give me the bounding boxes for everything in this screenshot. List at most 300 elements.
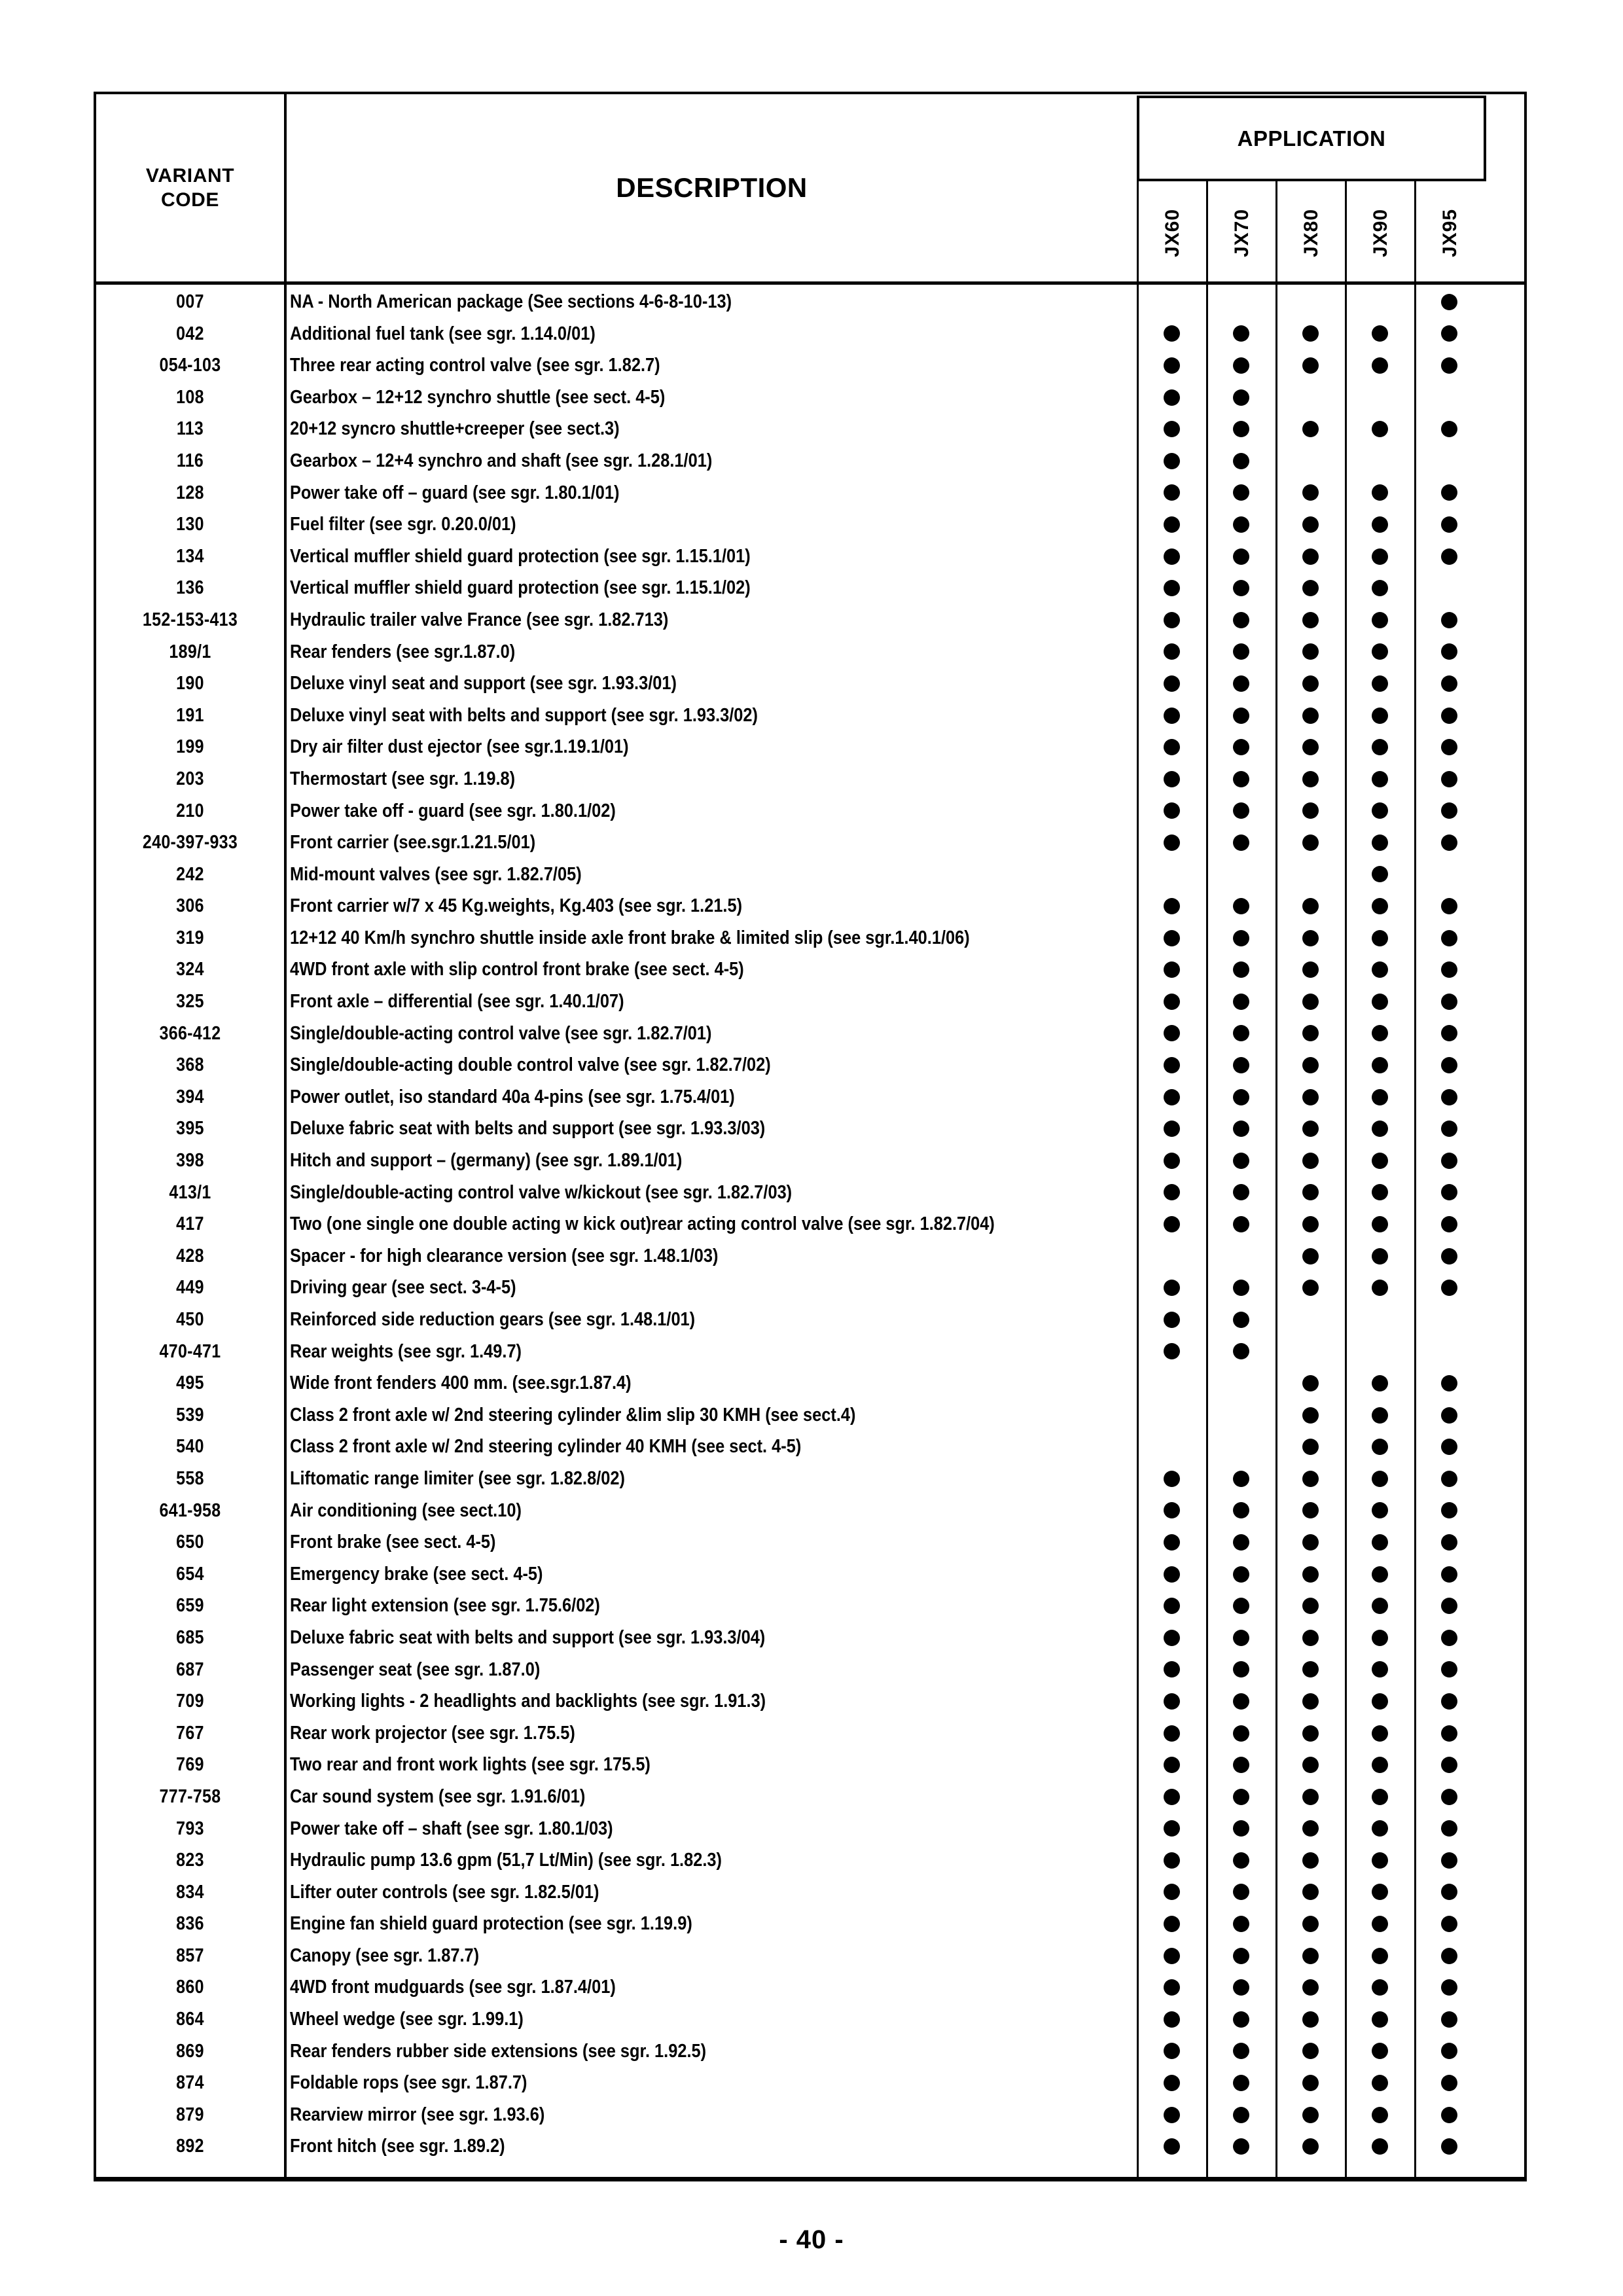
applies-dot-icon [1441,2043,1457,2059]
application-cell-jx70 [1206,1177,1275,1209]
empty-cell [1441,580,1457,596]
applies-dot-icon [1233,453,1249,469]
applies-dot-icon [1441,1471,1457,1487]
application-cell-jx90 [1345,1876,1414,1909]
applies-dot-icon [1302,516,1319,533]
variant-code-cell: 449 [176,1277,204,1299]
variant-code-cell: 793 [176,1818,204,1839]
variant-code-cell: 685 [176,1626,204,1648]
applies-dot-icon [1164,548,1180,565]
empty-cell [1302,453,1319,469]
applies-dot-icon [1164,1089,1180,1105]
application-cell-jx95 [1414,1145,1484,1177]
variant-code-cell: 834 [176,1881,204,1903]
application-cell-jx80 [1275,1876,1345,1909]
application-cell-jx80 [1275,1145,1345,1177]
application-cell-jx70 [1206,1431,1275,1463]
variant-code-cell: 319 [176,927,204,948]
applies-dot-icon [1164,2107,1180,2123]
applies-dot-icon [1441,1375,1457,1391]
description-cell: Dry air filter dust ejector (see sgr.1.19.1/01) [290,736,629,758]
application-cell-jx70 [1206,986,1275,1018]
application-cell-jx80 [1275,668,1345,700]
application-cell-jx90 [1345,1463,1414,1495]
description-cell: Rear work projector (see sgr. 1.75.5) [290,1722,575,1744]
description-cell: Spacer - for high clearance version (see sgr. 1.48.1/03) [290,1245,719,1266]
application-cell-jx60 [1137,1781,1206,1813]
application-cell-jx90 [1345,1145,1414,1177]
empty-cell [1233,1439,1249,1455]
applies-dot-icon [1441,1757,1457,1773]
application-cell-jx95 [1414,1654,1484,1686]
table-row [94,1526,1527,1558]
application-cell-jx60 [1137,1590,1206,1622]
variant-code-cell: 203 [176,768,204,789]
description-cell: Front carrier (see.sgr.1.21.5/01) [290,832,536,853]
description-cell: Class 2 front axle w/ 2nd steering cylinder 40 KMH (see sect. 4-5) [290,1436,802,1458]
applies-dot-icon [1441,516,1457,533]
applies-dot-icon [1164,1661,1180,1677]
model-header-jx80: JX80 [1300,208,1322,257]
table-row [94,1940,1527,1972]
description-cell: Power outlet, iso standard 40a 4-pins (see sgr. 1.75.4/01) [290,1086,735,1107]
application-cell-jx70 [1206,1685,1275,1717]
application-cell-jx70 [1206,1495,1275,1527]
applies-dot-icon [1233,357,1249,374]
application-cell-jx70 [1206,731,1275,763]
application-cell-jx60 [1137,763,1206,795]
application-cell-jx80 [1275,922,1345,954]
empty-cell [1302,294,1319,310]
applies-dot-icon [1233,1184,1249,1200]
applies-dot-icon [1233,1216,1249,1232]
application-cell-jx90 [1345,763,1414,795]
table-row [94,1272,1527,1304]
table-row [94,1304,1527,1336]
applies-dot-icon [1233,1089,1249,1105]
applies-dot-icon [1233,1566,1249,1583]
applies-dot-icon [1233,1343,1249,1359]
applies-dot-icon [1372,1216,1388,1232]
applies-dot-icon [1302,1852,1319,1869]
application-cell-jx70 [1206,1558,1275,1590]
variant-code-cell: 836 [176,1913,204,1935]
variant-code-cell: 417 [176,1213,204,1235]
applies-dot-icon [1372,2138,1388,2155]
application-cell-jx70 [1206,350,1275,382]
application-cell-jx70 [1206,795,1275,827]
application-cell-jx60 [1137,1463,1206,1495]
application-cell-jx90 [1345,2003,1414,2036]
empty-cell [1372,389,1388,406]
applies-dot-icon [1233,389,1249,406]
table-row [94,2003,1527,2036]
application-cell-jx60 [1137,1908,1206,1940]
applies-dot-icon [1233,1820,1249,1837]
applies-dot-icon [1441,898,1457,914]
table-row [94,636,1527,668]
application-cell-jx95 [1414,1749,1484,1781]
applies-dot-icon [1441,1979,1457,1996]
application-cell-jx90 [1345,509,1414,541]
table-row [94,1240,1527,1272]
application-cell-jx60 [1137,827,1206,859]
application-cell-jx60 [1137,890,1206,922]
applies-dot-icon [1302,580,1319,596]
variant-code-cell: 368 [176,1054,204,1076]
applies-dot-icon [1441,1948,1457,1964]
application-cell-jx95 [1414,1018,1484,1050]
table-row [94,1876,1527,1909]
applies-dot-icon [1164,1025,1180,1041]
application-cell-jx60 [1137,1272,1206,1304]
applies-dot-icon [1164,1502,1180,1518]
application-cell-jx90 [1345,382,1414,414]
application-cell-jx80 [1275,1463,1345,1495]
applies-dot-icon [1164,1948,1180,1964]
description-cell: Power take off - guard (see sgr. 1.80.1/02) [290,800,616,821]
variant-code-cell: 650 [176,1532,204,1553]
applies-dot-icon [1233,1121,1249,1137]
application-cell-jx90 [1345,477,1414,509]
applies-dot-icon [1302,643,1319,660]
applies-dot-icon [1233,771,1249,787]
table-row [94,2130,1527,2162]
applies-dot-icon [1233,580,1249,596]
applies-dot-icon [1164,898,1180,914]
applies-dot-icon [1233,1661,1249,1677]
applies-dot-icon [1302,1534,1319,1551]
description-cell: Emergency brake (see sect. 4-5) [290,1563,543,1585]
applies-dot-icon [1372,1471,1388,1487]
table-row [94,1622,1527,1654]
applies-dot-icon [1302,357,1319,374]
applies-dot-icon [1372,2075,1388,2091]
model-header-jx95: JX95 [1438,208,1461,257]
application-cell-jx90 [1345,2067,1414,2099]
applies-dot-icon [1233,898,1249,914]
application-cell-jx90 [1345,1685,1414,1717]
application-cell-jx95 [1414,1813,1484,1845]
application-cell-jx70 [1206,1272,1275,1304]
application-cell-jx80 [1275,1654,1345,1686]
applies-dot-icon [1164,357,1180,374]
applies-dot-icon [1164,834,1180,851]
applies-dot-icon [1372,548,1388,565]
application-cell-jx80 [1275,1495,1345,1527]
applies-dot-icon [1441,1789,1457,1805]
applies-dot-icon [1302,739,1319,755]
table-row [94,795,1527,827]
applies-dot-icon [1233,802,1249,819]
applies-dot-icon [1302,961,1319,978]
variant-code-cell: 767 [176,1722,204,1744]
application-cell-jx70 [1206,1844,1275,1876]
table-row [94,1908,1527,1940]
applies-dot-icon [1164,1280,1180,1296]
variant-code-header-line2: CODE [160,189,220,211]
application-cell-jx60 [1137,2130,1206,2162]
applies-dot-icon [1302,612,1319,628]
description-cell: Front carrier w/7 x 45 Kg.weights, Kg.403 (see sgr. 1.21.5) [290,895,743,917]
application-cell-jx80 [1275,413,1345,445]
application-cell-jx70 [1206,1781,1275,1813]
application-cell-jx70 [1206,2130,1275,2162]
applies-dot-icon [1372,1375,1388,1391]
applies-dot-icon [1164,612,1180,628]
application-cell-jx80 [1275,1208,1345,1240]
variant-code-cell: 306 [176,895,204,917]
table-row [94,1113,1527,1145]
application-cell-jx60 [1137,318,1206,350]
applies-dot-icon [1441,961,1457,978]
application-cell-jx70 [1206,1622,1275,1654]
applies-dot-icon [1233,2043,1249,2059]
applies-dot-icon [1372,771,1388,787]
application-cell-jx70 [1206,1336,1275,1368]
application-cell-jx90 [1345,604,1414,636]
application-cell-jx60 [1137,859,1206,891]
applies-dot-icon [1302,1979,1319,1996]
application-cell-jx70 [1206,636,1275,668]
table-row [94,922,1527,954]
description-cell: Two (one single one double acting w kick out)rear acting control valve (see sgr. 1.82.7/04) [290,1213,995,1235]
applies-dot-icon [1233,1471,1249,1487]
application-cell-jx70 [1206,954,1275,986]
application-cell-jx95 [1414,731,1484,763]
applies-dot-icon [1372,1948,1388,1964]
application-cell-jx95 [1414,1876,1484,1909]
application-cell-jx80 [1275,700,1345,732]
application-cell-jx90 [1345,795,1414,827]
applies-dot-icon [1441,2011,1457,2028]
application-cell-jx90 [1345,1018,1414,1050]
application-cell-jx70 [1206,286,1275,318]
application-cell-jx70 [1206,1049,1275,1081]
table-row [94,2099,1527,2131]
application-cell-jx70 [1206,1908,1275,1940]
empty-cell [1233,1248,1249,1265]
application-cell-jx80 [1275,1113,1345,1145]
application-cell-jx70 [1206,859,1275,891]
application-cell-jx95 [1414,1367,1484,1399]
applies-dot-icon [1164,516,1180,533]
empty-cell [1233,1407,1249,1424]
application-cell-jx70 [1206,922,1275,954]
applies-dot-icon [1441,675,1457,692]
table-row [94,2067,1527,2099]
application-cell-jx80 [1275,1908,1345,1940]
application-cell-jx90 [1345,1240,1414,1272]
application-cell-jx60 [1137,1558,1206,1590]
description-cell: Lifter outer controls (see sgr. 1.82.5/01) [290,1881,599,1903]
variant-code-cell: 136 [176,577,204,599]
table-row [94,1018,1527,1050]
applies-dot-icon [1164,389,1180,406]
applies-dot-icon [1372,484,1388,501]
applies-dot-icon [1164,1184,1180,1200]
table-row [94,286,1527,318]
application-cell-jx90 [1345,1304,1414,1336]
description-cell: Hitch and support – (germany) (see sgr. 1.89.1/01) [290,1150,683,1172]
application-cell-jx95 [1414,1399,1484,1431]
application-cell-jx95 [1414,636,1484,668]
variant-code-cell: 539 [176,1404,204,1426]
application-cell-jx60 [1137,572,1206,604]
applies-dot-icon [1441,294,1457,310]
application-cell-jx70 [1206,541,1275,573]
description-cell: Passenger seat (see sgr. 1.87.0) [290,1659,541,1680]
application-cell-jx60 [1137,477,1206,509]
applies-dot-icon [1441,1852,1457,1869]
application-cell-jx80 [1275,1971,1345,2003]
applies-dot-icon [1302,2011,1319,2028]
variant-code-cell: 860 [176,1977,204,1998]
application-cell-jx60 [1137,1049,1206,1081]
application-cell-jx95 [1414,1240,1484,1272]
applies-dot-icon [1164,1693,1180,1710]
empty-cell [1164,1407,1180,1424]
application-cell-jx80 [1275,1272,1345,1304]
variant-table-body [94,286,1527,2162]
empty-cell [1302,1312,1319,1328]
table-row [94,859,1527,891]
variant-code-cell: 134 [176,545,204,567]
application-cell-jx90 [1345,859,1414,891]
application-cell-jx95 [1414,350,1484,382]
description-cell: Power take off – guard (see sgr. 1.80.1/01) [290,482,620,503]
applies-dot-icon [1233,2011,1249,2028]
model-header-jx60: JX60 [1161,208,1183,257]
table-row [94,731,1527,763]
table-row [94,1431,1527,1463]
application-cell-jx70 [1206,445,1275,477]
applies-dot-icon [1372,325,1388,342]
applies-dot-icon [1372,612,1388,628]
applies-dot-icon [1302,834,1319,851]
description-cell: Rear fenders rubber side extensions (see sgr. 1.92.5) [290,2040,707,2062]
description-cell: Mid-mount valves (see sgr. 1.82.7/05) [290,863,582,885]
applies-dot-icon [1302,1375,1319,1391]
application-cell-jx80 [1275,1177,1345,1209]
variant-code-cell: 210 [176,800,204,821]
application-cell-jx80 [1275,1590,1345,1622]
variant-code-cell: 857 [176,1945,204,1966]
applies-dot-icon [1164,2011,1180,2028]
applies-dot-icon [1441,1089,1457,1105]
application-cell-jx70 [1206,477,1275,509]
application-cell-jx70 [1206,1526,1275,1558]
description-cell: Deluxe fabric seat with belts and support (see sgr. 1.93.3/04) [290,1626,766,1648]
applies-dot-icon [1164,1725,1180,1742]
empty-cell [1302,866,1319,882]
applies-dot-icon [1441,612,1457,628]
applies-dot-icon [1302,994,1319,1010]
variant-code-cell: 777-758 [159,1785,221,1807]
application-cell-jx90 [1345,700,1414,732]
applies-dot-icon [1233,421,1249,437]
variant-code-cell: 190 [176,673,204,694]
application-cell-jx60 [1137,1813,1206,1845]
application-group-header [1137,96,1486,181]
applies-dot-icon [1233,961,1249,978]
applies-dot-icon [1441,1248,1457,1265]
application-cell-jx90 [1345,731,1414,763]
applies-dot-icon [1302,325,1319,342]
application-cell-jx90 [1345,1558,1414,1590]
applies-dot-icon [1441,994,1457,1010]
applies-dot-icon [1164,580,1180,596]
applies-dot-icon [1164,1343,1180,1359]
application-cell-jx95 [1414,922,1484,954]
application-cell-jx70 [1206,382,1275,414]
table-row [94,1463,1527,1495]
application-cell-jx80 [1275,1431,1345,1463]
applies-dot-icon [1302,1248,1319,1265]
applies-dot-icon [1233,1153,1249,1169]
application-cell-jx95 [1414,1049,1484,1081]
application-cell-jx80 [1275,1367,1345,1399]
application-cell-jx60 [1137,1304,1206,1336]
description-cell: 4WD front axle with slip control front brake (see sect. 4-5) [290,959,744,980]
table-row [94,1558,1527,1590]
application-cell-jx70 [1206,1717,1275,1749]
application-cell-jx60 [1137,604,1206,636]
table-row [94,986,1527,1018]
description-cell: Rear fenders (see sgr.1.87.0) [290,641,516,662]
application-cell-jx70 [1206,2003,1275,2036]
application-cell-jx90 [1345,541,1414,573]
description-cell: Canopy (see sgr. 1.87.7) [290,1945,480,1966]
application-cell-jx60 [1137,509,1206,541]
applies-dot-icon [1233,1025,1249,1041]
application-cell-jx80 [1275,604,1345,636]
application-cell-jx60 [1137,2067,1206,2099]
variant-code-cell: 054-103 [159,355,221,376]
applies-dot-icon [1233,1948,1249,1964]
application-cell-jx95 [1414,604,1484,636]
applies-dot-icon [1372,1534,1388,1551]
applies-dot-icon [1372,1280,1388,1296]
application-cell-jx80 [1275,382,1345,414]
empty-cell [1302,389,1319,406]
table-row [94,827,1527,859]
table-row [94,1749,1527,1781]
applies-dot-icon [1441,2107,1457,2123]
applies-dot-icon [1441,771,1457,787]
application-cell-jx90 [1345,2036,1414,2068]
applies-dot-icon [1372,516,1388,533]
applies-dot-icon [1441,1534,1457,1551]
application-cell-jx95 [1414,382,1484,414]
applies-dot-icon [1372,421,1388,437]
applies-dot-icon [1233,548,1249,565]
table-row [94,1781,1527,1813]
variant-code-cell: 394 [176,1086,204,1107]
application-cell-jx90 [1345,922,1414,954]
application-cell-jx70 [1206,1081,1275,1113]
description-cell: Engine fan shield guard protection (see sgr. 1.19.9) [290,1913,692,1935]
table-row [94,1495,1527,1527]
table-row [94,763,1527,795]
application-cell-jx95 [1414,413,1484,445]
applies-dot-icon [1302,675,1319,692]
applies-dot-icon [1302,1471,1319,1487]
application-cell-jx80 [1275,286,1345,318]
variant-code-cell: 189/1 [169,641,211,662]
application-cell-jx90 [1345,445,1414,477]
applies-dot-icon [1302,1598,1319,1614]
